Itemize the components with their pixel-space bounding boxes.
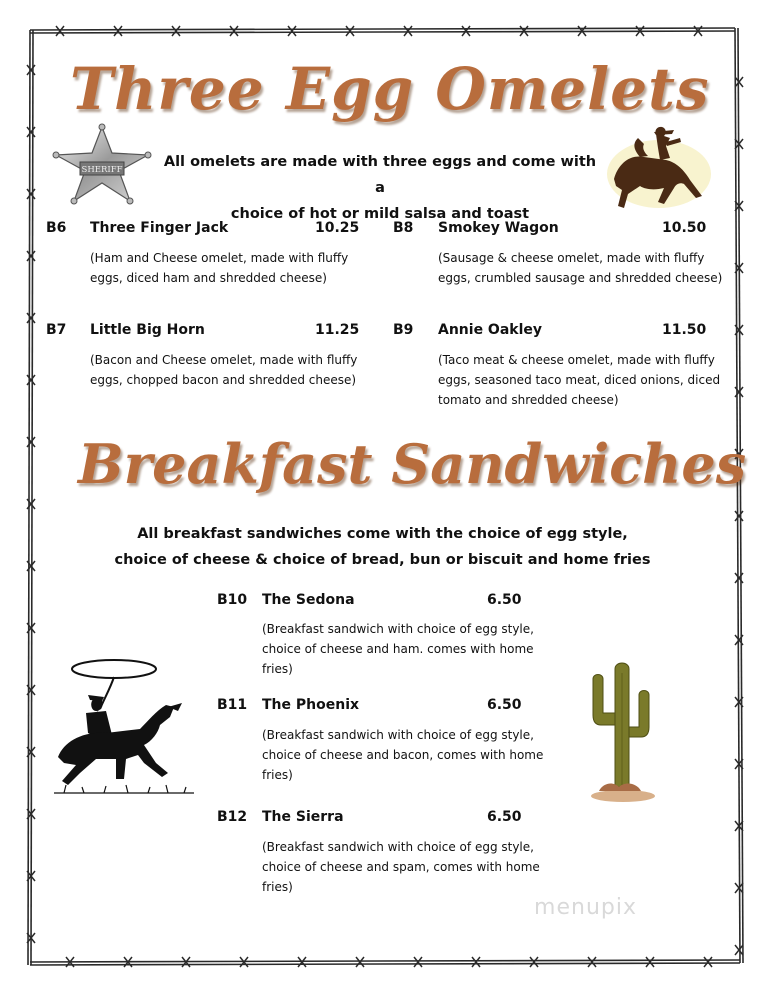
- item-code: B9: [393, 322, 414, 338]
- item-code: B10: [217, 592, 248, 608]
- item-name: The Sierra: [262, 809, 344, 825]
- section-title-omelets: Three Egg Omelets: [70, 55, 710, 123]
- wire-barb: [735, 511, 743, 521]
- wire-barb: [27, 313, 35, 323]
- wire-barb: [27, 189, 35, 199]
- wire-barb: [414, 957, 422, 967]
- wire-barb: [646, 957, 654, 967]
- wire-barb: [56, 26, 64, 36]
- wire-barb: [27, 251, 35, 261]
- item-price: 6.50: [487, 809, 522, 825]
- wire-barb: [530, 957, 538, 967]
- wire-barb: [27, 65, 35, 75]
- item-description: (Breakfast sandwich with choice of egg style, choice of cheese and bacon, comes with home fries): [262, 728, 544, 782]
- item-price: 11.50: [662, 322, 707, 338]
- wire-barb: [735, 573, 743, 583]
- item-name: Three Finger Jack: [90, 220, 229, 236]
- item-price: 10.25: [315, 220, 360, 236]
- wire-barb: [588, 957, 596, 967]
- item-description: (Bacon and Cheese omelet, made with fluffy eggs, chopped bacon and shredded cheese): [90, 353, 358, 387]
- omelets-intro: [160, 149, 600, 227]
- item-name: Annie Oakley: [438, 322, 543, 338]
- section-title-sandwiches: Breakfast Sandwiches: [78, 432, 747, 496]
- sandwiches-intro: [100, 521, 665, 573]
- item-price: 6.50: [487, 592, 522, 608]
- wire-barb: [704, 957, 712, 967]
- item-name: The Phoenix: [262, 697, 360, 713]
- wire-barb: [172, 26, 180, 36]
- item-code: B8: [393, 220, 414, 236]
- item-code: B12: [217, 809, 248, 825]
- omelets-intro-line1: All omelets are made with three eggs and come with a: [163, 154, 597, 196]
- wire-barb: [472, 957, 480, 967]
- badge-text: SHERIFF: [81, 165, 123, 175]
- item-description: (Breakfast sandwich with choice of egg style, choice of cheese and spam, comes with home fries): [262, 840, 540, 894]
- item-price: 11.25: [315, 322, 360, 338]
- item-code: B6: [46, 220, 67, 236]
- cactus-icon: [585, 655, 665, 805]
- sandwiches-intro-line1: All breakfast sandwiches come with the choice of egg style,: [137, 526, 628, 542]
- menupix-watermark: menupix: [534, 895, 637, 920]
- item-name: Little Big Horn: [90, 322, 205, 338]
- wire-barb: [346, 26, 354, 36]
- omelets-intro-line2: choice of hot or mild salsa and toast: [230, 206, 530, 222]
- wire-barb: [27, 437, 35, 447]
- item-code: B7: [46, 322, 67, 338]
- wire-barb: [356, 957, 364, 967]
- item-name: The Sedona: [262, 592, 355, 608]
- wire-barb: [404, 26, 412, 36]
- item-price: 10.50: [662, 220, 707, 236]
- item-description: (Taco meat & cheese omelet, made with fluffy eggs, seasoned taco meat, diced onions, diced tomato and shredded cheese): [438, 353, 721, 407]
- sheriff-star-icon: [52, 123, 152, 205]
- cowboy-lasso-icon: [44, 655, 204, 803]
- item-description: (Breakfast sandwich with choice of egg style, choice of cheese and ham. comes with home fries): [262, 622, 534, 676]
- item-price: 6.50: [487, 697, 522, 713]
- item-code: B11: [217, 697, 248, 713]
- wire-barb: [27, 127, 35, 137]
- sandwiches-intro-line2: choice of cheese & choice of bread, bun or biscuit and home fries: [114, 552, 651, 568]
- bucking-horse-icon: [604, 124, 714, 214]
- item-description: (Ham and Cheese omelet, made with fluffy eggs, diced ham and shredded cheese): [90, 251, 349, 285]
- wire-barb: [735, 945, 743, 955]
- item-description: (Sausage & cheese omelet, made with fluffy eggs, crumbled sausage and shredded cheese): [438, 251, 723, 285]
- wire-barb: [230, 26, 238, 36]
- wire-barb: [288, 26, 296, 36]
- wire-barb: [114, 26, 122, 36]
- wire-barb: [27, 375, 35, 385]
- item-name: Smokey Wagon: [438, 220, 559, 236]
